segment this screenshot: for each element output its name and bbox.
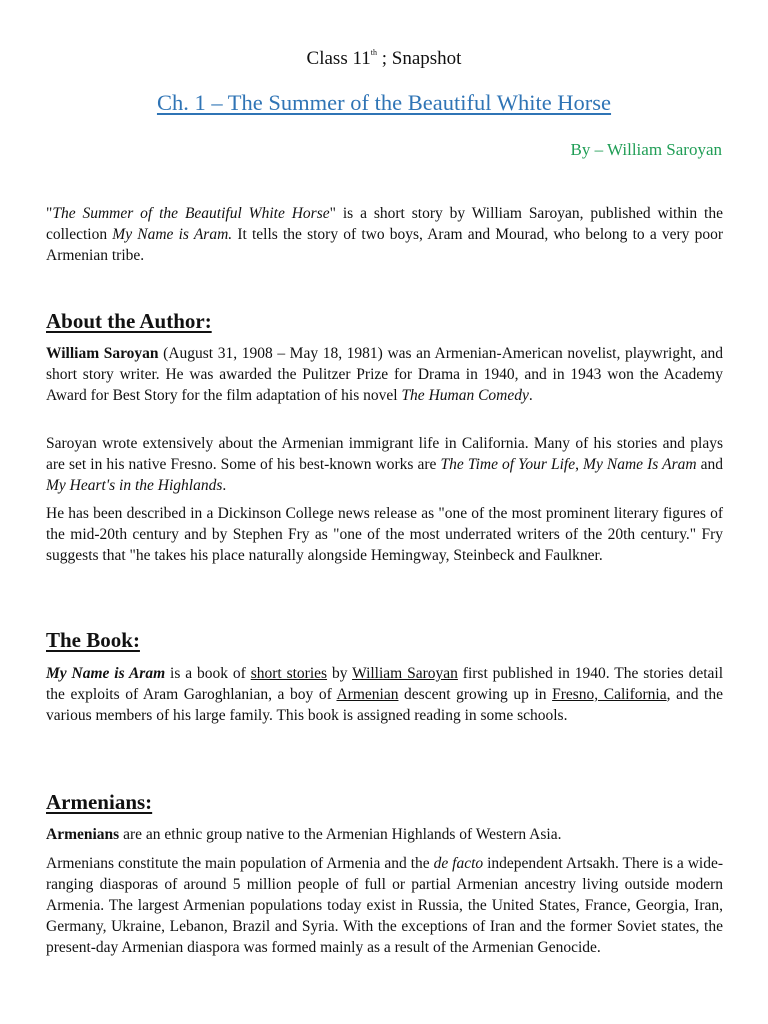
armenians-paragraph-1: Armenians are an ethnic group native to the Armenian Highlands of Western Asia. [46, 826, 562, 843]
author-paragraph-3: He has been described in a Dickinson College news release as "one of the most prominent literary figures of the mid-20th century and by Stephen Fry as "one of the most underrated writers of the 20th century." Fry suggests that "he takes his place naturally alongside Hemingway, Steinbeck and Faulkner. [46, 505, 723, 564]
author-paragraph-2: Saroyan wrote extensively about the Armenian immigrant life in California. Many of his stories and plays are set in his native Fresno. Some of his best-known works are The Time of Your Life, My Name Is Aram and My Heart's in the Highlands. [46, 435, 724, 494]
link-william-saroyan[interactable]: William Saroyan [352, 665, 458, 682]
class-superscript: th [370, 48, 377, 57]
section-heading-armenians: Armenians: [46, 790, 153, 814]
chapter-title: Ch. 1 – The Summer of the Beautiful White Horse [156, 90, 612, 115]
book-paragraph: My Name is Aram is a book of short stories by William Saroyan first published in 1940. The stories detail the exploits of Aram Garoghlanian, a boy of Armenian descent growing up in Fresno, California, and the various members of his large family. This book is assigned reading in some schools. [46, 665, 724, 724]
collection-title: My Name is Aram. [112, 226, 233, 243]
book-title: My Name is Aram [46, 665, 166, 682]
work-title: The Time of Your Life [440, 456, 576, 473]
class-label: Class 11 [306, 48, 371, 69]
intro-paragraph: "The Summer of the Beautiful White Horse" is a short story by William Saroyan, published within the collection My Name is Aram. It tells the story of two boys, Aram and Mourad, who belong to a very poor Armenian tribe. [46, 205, 723, 264]
section-heading-book: The Book: [46, 628, 140, 652]
armenians-paragraph-2: Armenians constitute the main population of Armenia and the de facto independent Artsakh. There is a wide-ranging diasporas of around 5 million people of full or partial Armenian ancestry living outside modern Armenia. The largest Armenian populations today exist in Russia, the United States, France, Georgia, Iran, Germany, Ukraine, Lebanon, Brazil and Syria. With the exceptions of Iran and the former Soviet states, the present-day Armenian diaspora was formed mainly as a result of the Armenian Genocide. [46, 855, 723, 956]
link-armenian[interactable]: Armenian [336, 686, 399, 703]
class-line [0, 48, 768, 70]
author-paragraph-1: William Saroyan (August 31, 1908 – May 18, 1981) was an Armenian-American novelist, playwright, and short story writer. He was awarded the Pulitzer Prize for Drama in 1940, and in 1943 won the Academy Award for Best Story for the film adaptation of his novel The Human Comedy. [46, 345, 723, 404]
story-title: The Summer of the Beautiful White Horse [52, 205, 330, 222]
de-facto-term: de facto [433, 855, 484, 872]
novel-title: The Human Comedy [401, 387, 529, 404]
work-title: My Name Is Aram [583, 456, 697, 473]
work-title: My Heart's in the Highlands [46, 477, 223, 494]
author-byline: By – William Saroyan [570, 140, 722, 159]
section-heading-author: About the Author: [46, 309, 212, 333]
armenians-bold: Armenians [46, 826, 120, 843]
link-fresno-california[interactable]: Fresno, California [552, 686, 667, 703]
class-suffix: ; Snapshot [381, 48, 462, 69]
link-short-stories[interactable]: short stories [250, 665, 328, 682]
author-name: William Saroyan [46, 345, 159, 362]
